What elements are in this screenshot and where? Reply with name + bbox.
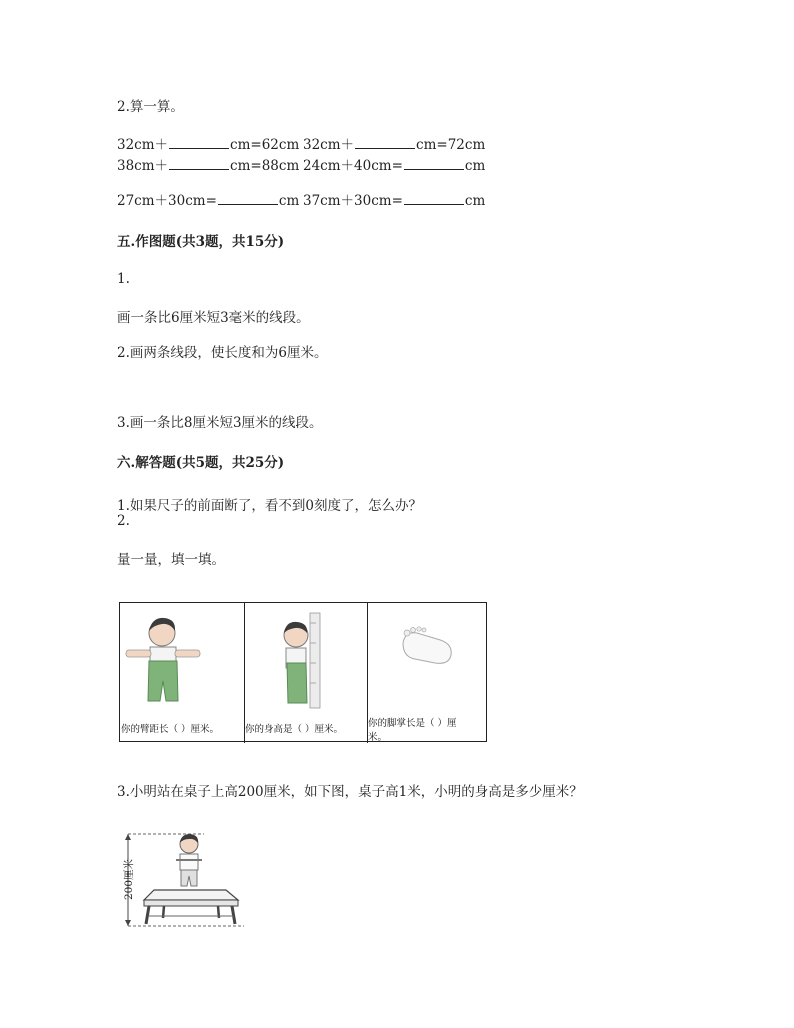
- s5-q1-number: 1.: [117, 271, 130, 287]
- s6-q3-text: 3.小明站在桌子上高200厘米，如下图，桌子高1米，小明的身高是多少厘米？: [117, 784, 583, 800]
- calc-text: cm=62cm: [230, 137, 300, 153]
- s5-q3-text: 3.画一条比8厘米短3厘米的线段。: [117, 415, 323, 431]
- measure-cell-height: [244, 603, 368, 743]
- calc-row3-left: [117, 189, 299, 209]
- calc-text: cm=72cm: [416, 137, 486, 153]
- s5-q1-text: 画一条比6厘米短3毫米的线段。: [117, 310, 310, 326]
- s6-q2-text: 量一量，填一填。: [117, 552, 225, 568]
- calc-row1-left: [117, 133, 299, 153]
- caption-foot-line2: 米。: [368, 732, 388, 743]
- section6-heading: 六.解答题(共5题，共25分): [117, 455, 285, 471]
- calc-text: 38cm＋: [117, 158, 169, 174]
- calc-text: cm=88cm: [230, 158, 300, 174]
- answer-blank[interactable]: [218, 192, 278, 205]
- caption-foot-line1: 你的脚掌长是（ ）厘: [368, 718, 457, 729]
- calc-row3-right: [303, 189, 485, 209]
- calc-title: 2.算一算。: [117, 99, 184, 115]
- calc-text: 32cm＋: [117, 137, 169, 153]
- calc-text: cm: [464, 193, 486, 209]
- answer-blank[interactable]: [355, 136, 415, 149]
- boy-armspan-illustration: [120, 603, 244, 713]
- answer-blank[interactable]: [169, 136, 229, 149]
- boy-on-table-figure: [114, 828, 254, 932]
- section5-heading: 五.作图题(共3题，共15分): [117, 234, 285, 250]
- boy-height-illustration: [244, 603, 367, 713]
- calc-text: 37cm＋30cm=: [303, 193, 403, 209]
- measure-cell-armspan: [120, 603, 245, 743]
- height-200cm-label: 200厘米: [123, 858, 136, 901]
- s6-q1-text: 1.如果尺子的前面断了，看不到0刻度了，怎么办？: [117, 498, 422, 514]
- calc-text: 27cm＋30cm=: [117, 193, 217, 209]
- foot-illustration: [367, 603, 486, 703]
- calc-row2-right: [303, 154, 485, 174]
- calc-text: 24cm＋40cm=: [303, 158, 403, 174]
- s5-q2-text: 2.画两条线段，使长度和为6厘米。: [117, 345, 328, 361]
- measure-table: [119, 602, 487, 742]
- answer-blank[interactable]: [404, 192, 464, 205]
- answer-blank[interactable]: [404, 157, 464, 170]
- calc-row1-right: [303, 133, 485, 153]
- calc-row2-left: [117, 154, 299, 174]
- calc-text: 32cm＋: [303, 137, 355, 153]
- calc-text: cm: [278, 193, 300, 209]
- caption-armspan: 你的臂距长（ ）厘米。: [121, 724, 220, 735]
- calc-text: cm: [464, 158, 486, 174]
- s6-q2-number: 2.: [117, 513, 130, 529]
- measure-cell-foot: [367, 603, 486, 743]
- answer-blank[interactable]: [169, 157, 229, 170]
- caption-height: 你的身高是（ ）厘米。: [245, 724, 344, 735]
